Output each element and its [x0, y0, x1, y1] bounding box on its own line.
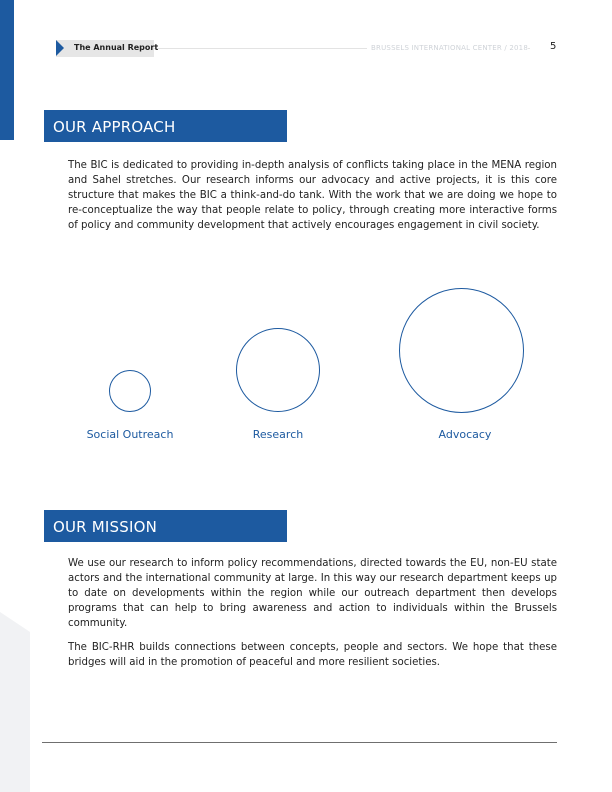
- approach-body: The BIC is dedicated to providing in-depth analysis of conflicts taking place in the MENA region and Sahel stretches. Our research informs our advocacy and active projects, it is this core structure that makes the BIC a think-and-do tank. With the work that we are doing we hope to re-conceptualize the way that people relate to policy, through creating more interactive forms of policy and community development that actively encourages engagement in civil society.: [68, 160, 557, 231]
- footer-rule: [42, 742, 557, 743]
- label-advocacy: Advocacy: [438, 428, 492, 441]
- chevron-right-icon: [56, 40, 64, 56]
- mission-paragraph-2: The BIC-RHR builds connections between concepts, people and sectors. We hope that these bridges will aid in the promotion of peaceful and more resilient societies.: [68, 642, 557, 668]
- org-year: BRUSSELS INTERNATIONAL CENTER / 2018: [367, 44, 528, 52]
- report-label: The Annual Report: [74, 43, 159, 52]
- mission-paragraph-1: We use our research to inform policy recommendations, directed towards the EU, non-EU state actors and the international community at large. In this way our research department keeps up to date on developments within the region while our outreach department then develops programs that can help to bring awareness and action to individuals within the Brussels community.: [68, 558, 557, 629]
- circle-social-outreach: [109, 370, 151, 412]
- section-title-mission: OUR MISSION: [44, 510, 287, 542]
- left-accent-bar: [0, 0, 14, 140]
- section-title-approach: OUR APPROACH: [44, 110, 287, 142]
- label-social-outreach: Social Outreach: [86, 428, 174, 441]
- label-research: Research: [252, 428, 304, 441]
- circle-research: [236, 328, 320, 412]
- report-tag: [56, 40, 159, 57]
- circle-advocacy: [399, 288, 524, 413]
- page-number: 5: [550, 41, 557, 52]
